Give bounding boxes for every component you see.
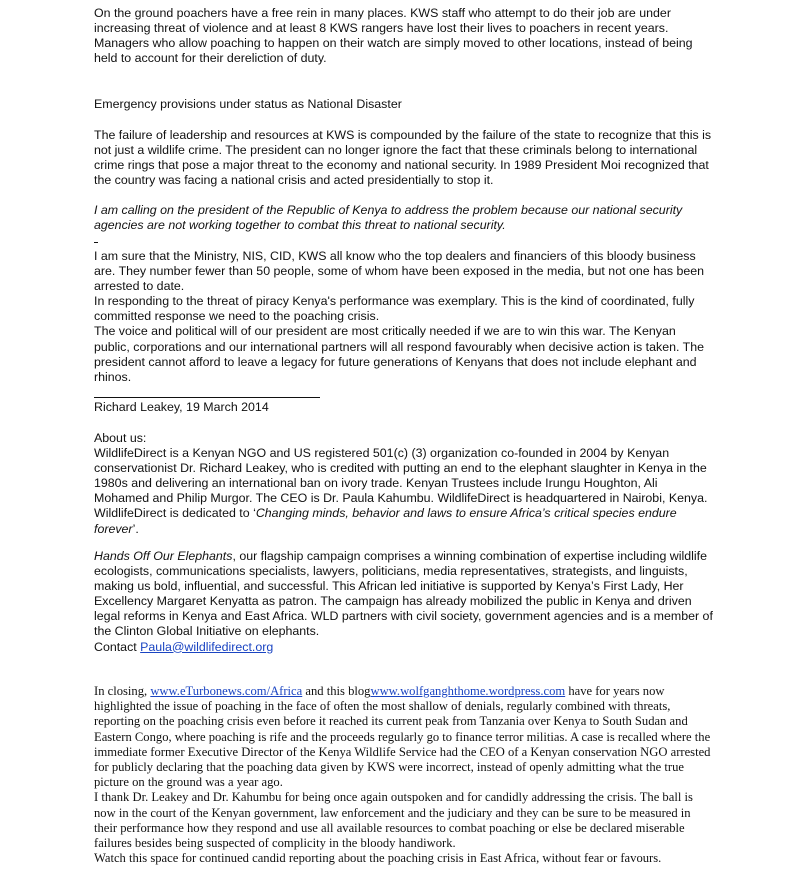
signature-rule bbox=[94, 397, 320, 398]
heading-emergency: Emergency provisions under status as National Disaster bbox=[94, 97, 402, 111]
about-text: WildlifeDirect is a Kenyan NGO and US registered 501(c) (3) organization co-founded in 2004 by Kenyan conservationist Dr. Richard Leakey, who is credited with putting an end to the elephant slaughter in Kenya in the 1980s and delivering an international ban on ivory trade. Kenyan Trustees include Irungu Houghton, Ali Mohamed and Philip Murgor. The CEO is Dr. Paula Kahumbu. WildlifeDirect is headquartered in Nairobi, Kenya. WildlifeDirect is dedicated to ‘Changing minds, behavior and laws to ensure Africa’s critical species endure forever’. bbox=[94, 446, 708, 536]
paragraph-failure: The failure of leadership and resources at KWS is compounded by the failure of the state to recognize that this is not just a wildlife crime. The president can no longer ignore the fact that these criminals belong to international crime rings that pose a major threat to the economy and national security. In 1989 President Moi recognized that the country was facing a national crisis and acted presidentially to stop it. bbox=[94, 128, 712, 188]
blog-link[interactable]: www.wolfganghthome.wordpress.com bbox=[370, 684, 566, 698]
campaign-text: Hands Off Our Elephants, our flagship campaign comprises a winning combination of expertise including wildlife ecologists, communications specialists, lawyers, politicians, media representatives, strategists, and linguists, making us bold, influential, and successful. This African led initiative is supported by Kenya’s First Lady, Her Excellency Margaret Kenyatta as patron. The campaign has already mobilized the public in Kenya and driven legal reforms in Kenya and East Africa. WLD partners with civil society, government agencies and is a member of the Clinton Global Initiative on elephants. bbox=[94, 549, 713, 639]
paragraph-poachers: On the ground poachers have a free rein in many places. KWS staff who attempt to do their job are under increasing threat of violence and at least 8 KWS rangers have lost their lives to poachers in recent years. Managers who allow poaching to happen on their watch are simply moved to other locations, instead of being held to account for their dereliction of duty. bbox=[94, 6, 693, 66]
campaign-name: Hands Off Our Elephants bbox=[94, 549, 233, 563]
paragraph-calling bbox=[94, 203, 714, 233]
stray-mark bbox=[94, 242, 98, 243]
paragraph-sure: I am sure that the Ministry, NIS, CID, KWS all know who the top dealers and financiers of this bloody business are. They number fewer than 50 people, some of whom have been exposed in the media, but not one has been arrested to date. bbox=[94, 249, 705, 294]
campaign-section bbox=[94, 549, 714, 655]
about-heading: About us: bbox=[94, 431, 147, 445]
paragraph-voice: The voice and political will of our president are most critically needed if we are to win this war. The Kenyan public, corporations and our international partners will all respond favourably when decisive action is taken. The president cannot afford to leave a legacy for future generations of Kenyans that does not include elephant and rhinos. bbox=[94, 324, 705, 384]
calling-text: I am calling on the president of the Republic of Kenya to address the problem because our national security agencies are not working together to combat this threat to national security. bbox=[94, 203, 683, 233]
closing-thanks: I thank Dr. Leakey and Dr. Kahumbu for being once again outspoken and for candidly addressing the crisis. The ball is now in the court of the Kenyan government, law enforcement and the judiciary and they can be sure to be measured in their performance how they respond and use all available resources to combat poaching or else be declared miserable failures besides being suspected of complicity in the bloody handiwork. bbox=[94, 790, 693, 851]
about-section bbox=[94, 431, 714, 537]
about-motto: Changing minds, behavior and laws to ensure Africa’s critical species endure forever bbox=[94, 506, 677, 536]
contact-email-link[interactable]: Paula@wildlifedirect.org bbox=[140, 639, 274, 654]
closing-paragraph: In closing, www.eTurbonews.com/Africa and this blogwww.wolfganghthome.wordpress.com have for years now highlighted the issue of poaching in the face of often the most shallow of denials, regularly combined with threats, reporting on the poaching crisis even before it reached its current peak from Tanzania over Kenya to South Sudan and Eastern Congo, where poaching is rife and the proceeds regularly go to finance terror militias. A case is recalled where the immediate former Executive Director of the Kenya Wildlife Service had the CEO of a Kenyan conservation NGO arrested for publicly declaring that the poaching data given by KWS were incorrect, instead of openly admitting what the true picture on the ground was a year ago. bbox=[94, 684, 711, 790]
signature: Richard Leakey, 19 March 2014 bbox=[94, 400, 269, 414]
contact-line: Contact Paula@wildlifedirect.org bbox=[94, 639, 274, 654]
closing-watch: Watch this space for continued candid reporting about the poaching crisis in East Africa, without fear or favours. bbox=[94, 851, 662, 866]
closing-section bbox=[94, 684, 714, 866]
leakey-statement bbox=[94, 249, 714, 385]
eturbonews-link[interactable]: www.eTurbonews.com/Africa bbox=[150, 684, 303, 698]
paragraph-piracy: In responding to the threat of piracy Kenya's performance was exemplary. This is the kind of coordinated, fully committed response we need to the poaching crisis. bbox=[94, 294, 695, 324]
